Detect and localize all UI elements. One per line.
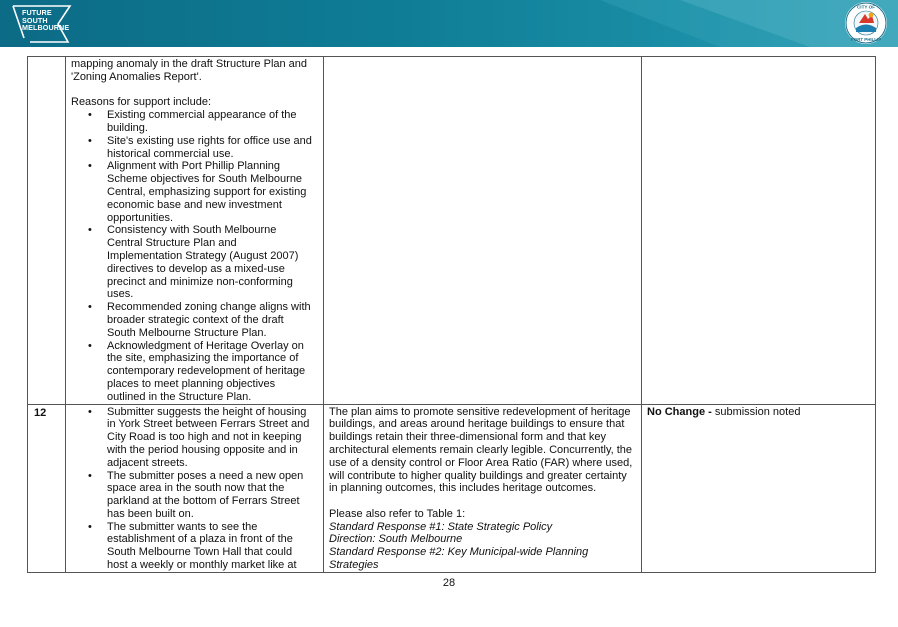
table-row: [28, 57, 876, 405]
standard-response-ref: [329, 559, 637, 572]
list-item-line: host a weekly or monthly market like at: [107, 559, 297, 572]
list-item: [71, 135, 319, 161]
list-item-line: economic base and new investment: [107, 198, 282, 211]
outcome-cell: [642, 404, 876, 572]
reference-line: Standard Response #1: State Strategic Policy: [329, 520, 553, 533]
list-item-line: parkland at the bottom of Ferrars Street: [107, 495, 300, 508]
list-item-line: • Site's existing use rights for office use and: [107, 134, 312, 147]
response-line: buildings retain their three-dimensional form and that key: [329, 431, 606, 444]
reference-line: Standard Response #2: Key Municipal-wide Planning: [329, 546, 589, 559]
refer-intro: Please also refer to Table 1:: [329, 507, 466, 520]
list-item-line: Scheme objectives for South Melbourne: [107, 173, 303, 186]
list-item-line: establishment of a plaza in front of the: [107, 533, 293, 546]
list-item-line: • Consistency with South Melbourne: [107, 224, 277, 237]
list-item-line: South Melbourne Town Hall that could: [107, 546, 293, 559]
list-item-line: South Melbourne Structure Plan.: [107, 326, 267, 339]
list-item-line: historical commercial use.: [107, 147, 234, 160]
list-item: [71, 109, 319, 135]
list-item-line: • Acknowledgment of Heritage Overlay on: [107, 339, 304, 352]
list-item-line: • Existing commercial appearance of the: [107, 109, 297, 122]
list-item-line: has been built on.: [107, 507, 194, 520]
list-item-line: City Road is too high and not in keeping: [107, 431, 302, 444]
list-item-line: directives to develop as a mixed-use: [107, 262, 285, 275]
response-line: use of a density control or Floor Area Ratio (FAR) where used,: [329, 456, 633, 469]
list-item: [71, 406, 319, 470]
list-item-line: adjacent streets.: [107, 456, 188, 469]
row-number-cell: [28, 57, 66, 405]
response-line: architectural elements remain clearly legible. Concurrently, the: [329, 443, 633, 456]
list-item-line: broader strategic context of the draft: [107, 313, 284, 326]
list-item-line: precinct and minimize non-conforming: [107, 275, 293, 288]
list-item: [71, 470, 319, 521]
submission-summary-cell: [66, 404, 324, 572]
list-item-line: uses.: [107, 288, 134, 301]
list-item-line: • The submitter wants to see the: [107, 520, 258, 533]
list-item: [71, 224, 319, 301]
list-item-line: • Submitter suggests the height of housing: [107, 405, 307, 418]
intro-line: mapping anomaly in the draft Structure Plan and: [71, 58, 308, 70]
response-cell: [324, 57, 642, 405]
svg-text:CITY OF: CITY OF: [856, 4, 876, 10]
table-row: [28, 404, 876, 572]
list-item-line: in York Street between Ferrars Street and: [107, 418, 310, 431]
outcome-cell: [642, 57, 876, 405]
list-item: [71, 521, 319, 572]
row-number-cell: 12: [28, 404, 66, 572]
list-item-line: • Alignment with Port Phillip Planning: [107, 160, 281, 173]
logo-line-3: MELBOURNE: [22, 23, 70, 33]
standard-response-ref: [329, 521, 637, 534]
outcome-note: submission noted: [711, 405, 801, 418]
logo-line-1: FUTURE: [22, 8, 52, 17]
reference-line: Strategies: [329, 559, 379, 572]
city-of-port-phillip-seal-icon: [844, 1, 888, 45]
response-cell: [324, 404, 642, 572]
list-item-line: places to meet planning objectives: [107, 377, 276, 390]
response-line: in planning outcomes, this includes heritage outcomes.: [329, 482, 597, 495]
list-item-line: Central Structure Plan and: [107, 237, 237, 250]
logo-line-2: SOUTH: [22, 15, 48, 25]
list-item-line: Central, emphasizing support for existing: [107, 185, 307, 198]
list-item-line: • The submitter poses a need a new open: [107, 469, 304, 482]
response-line: buildings, and areas around heritage buildings to ensure that: [329, 418, 625, 431]
page-header-banner: [0, 0, 898, 47]
list-item: [71, 340, 319, 404]
reasons-heading: Reasons for support include:: [71, 96, 212, 109]
list-item-line: Implementation Strategy (August 2007): [107, 249, 299, 262]
reasons-list: [71, 109, 319, 403]
list-item-line: outlined in the Structure Plan.: [107, 390, 252, 403]
response-line: The plan aims to promote sensitive redevelopment of heritage: [329, 405, 631, 418]
response-line: will contribute to higher quality buildings and greater certainty: [329, 469, 627, 482]
submission-points-list: [71, 406, 319, 572]
outcome-status: No Change -: [647, 405, 712, 418]
future-south-melbourne-logo: [22, 9, 69, 32]
list-item-line: with the period housing opposite and in: [107, 443, 298, 456]
list-item-line: opportunities.: [107, 211, 174, 224]
list-item: [71, 160, 319, 224]
list-item-line: the site, emphasizing the importance of: [107, 352, 299, 365]
standard-response-ref: [329, 546, 637, 559]
svg-text:PORT PHILLIP: PORT PHILLIP: [850, 37, 882, 42]
list-item-line: • Recommended zoning change aligns with: [107, 301, 311, 314]
reference-line: Direction: South Melbourne: [329, 533, 463, 546]
intro-line: 'Zoning Anomalies Report'.: [71, 70, 202, 83]
standard-response-ref: [329, 533, 637, 546]
submission-summary-cell: [66, 57, 324, 405]
list-item-line: building.: [107, 121, 148, 134]
list-item-line: contemporary redevelopment of heritage: [107, 365, 306, 378]
list-item: [71, 301, 319, 339]
submissions-table: [27, 56, 876, 573]
list-item-line: space area in the south now that the: [107, 482, 285, 495]
page-number: 28: [442, 577, 456, 589]
